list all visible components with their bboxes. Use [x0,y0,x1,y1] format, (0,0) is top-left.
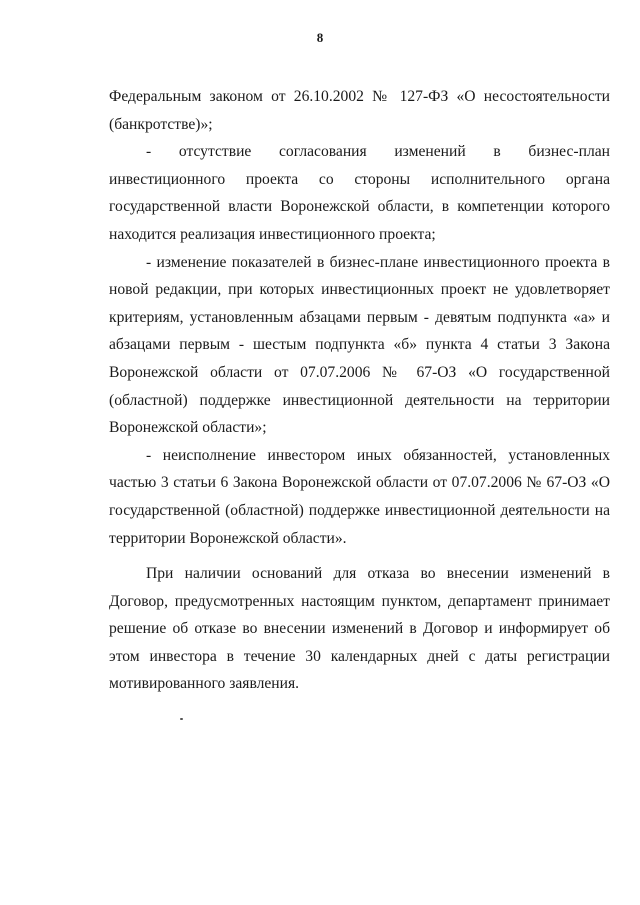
paragraph-no-approval: - отсутствие согласования изменений в бизнес-план инвестиционного проекта со стороны исполнительного органа государственной власти Воронежской области, в компетенции которого находится реализация инвестиционного проекта; [109,143,610,243]
paragraph-non-fulfillment: - неисполнение инвестором иных обязанностей, установленных частью 3 статьи 6 Закона Воронежской области от 07.07.2006 № 67-ОЗ «О государственной (областной) поддержке инвестиционной деятельности на территории Воронежской области». [109,446,610,547]
document-body [109,83,610,698]
paragraph-refusal-decision: При наличии оснований для отказа во внесении изменений в Договор, предусмотренных настоящим пунктом, департамент принимает решение об отказе во внесении изменений в Договор и информирует об этом инвестора в течение 30 календарных дней с даты регистрации мотивированного заявления. [109,565,610,693]
paragraph-bankruptcy-law-continuation: Федеральным законом от 26.10.2002 № 127-ФЗ «О несостоятельности (банкротстве)»; [109,88,610,133]
page-number: 8 [316,30,324,45]
paragraph-indicator-change: - изменение показателей в бизнес-плане инвестиционного проекта в новой редакции, при которых инвестиционных проект не удовлетворяет критериям, установленным абзацами первым - девятым подпункта «а» и абзацами первым - шестым подпункта «б» пункта 4 статьи 3 Закона Воронежской области от 07.07.2006 № 67-ОЗ «О государственной (областной) поддержке инвестиционной деятельности на территории Воронежской области»; [109,253,610,437]
scan-speck [180,718,183,720]
